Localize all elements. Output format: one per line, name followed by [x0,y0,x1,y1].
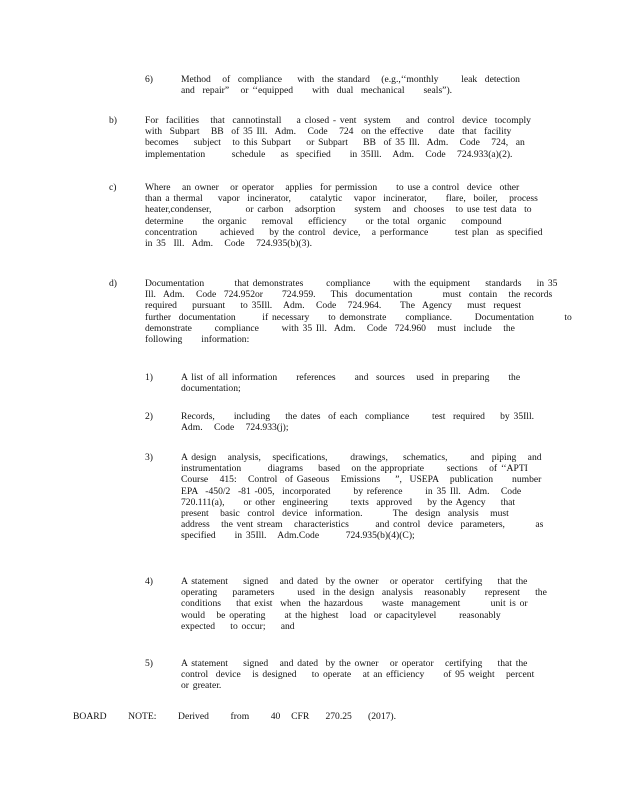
item-text [181,372,520,394]
text-line: demonstrate compliance with 35 Ill. Adm. Code 724.960 must include the [145,322,515,334]
text-line: Method of compliance with the standard (e.g.,‘‘monthly leak detection [181,74,520,85]
text-line: A list of all information references and sources used in preparing the [181,372,521,383]
text-line: Where an owner or operator applies for permission to use a control device other [145,182,520,193]
text-line: heater,condenser, or carbon adsorption system and chooses to use test data to [145,204,532,216]
text-line: Records, including the dates of each compliance test required by 35Ill. [181,411,535,422]
text-line: A statement signed and dated by the owner or operator certifying that the [181,576,528,587]
text-line: For facilities that cannotinstall a closed - vent system and control device tocomply [145,115,531,126]
text-line: control device is designed to operate at an efficiency of 95 weight percent [181,669,535,681]
text-line: conditions that exist when the hazardous waste management unit is or [181,598,528,610]
item-text [181,411,534,433]
text-line: or greater. [181,680,222,692]
text-line: 720.111(a), or other engineering texts approved by the Agency that [181,496,516,508]
item-label: 5) [145,658,153,669]
text-line: expected to occur; and [181,620,295,632]
text-line: specified in 35Ill. Adm.Code 724.935(b)(4)(C); [181,530,415,542]
text-line: instrumentation diagrams based on the appropriate sections of ‘‘APTI [181,463,528,475]
text-line: Documentation that demonstrates compliance with the equipment standards in 35 [145,278,558,289]
text-line: following information: [145,333,250,345]
text-line: address the vent stream characteristics and control device parameters, as [181,519,544,531]
item-text [181,658,534,692]
item-text [181,576,547,632]
item-label: d) [109,278,117,289]
text-line: A design analysis, specifications, drawings, schematics, and piping and [181,452,542,463]
text-line: determine the organic removal efficiency or the total organic compound [145,215,502,227]
text-line: Adm. Code 724.933(j); [181,422,289,434]
item-text [181,452,543,542]
text-line: A statement signed and dated by the owner or operator certifying that the [181,658,528,669]
text-line: becomes subject to this Subpart or Subpart BB of 35 Ill. Adm. Code 724, an [145,137,525,149]
board-note: BOARD NOTE: Derived from 40 CFR 270.25 (2017). [73,711,397,722]
text-line: and repair” or ‘‘equipped with dual mechanical seals”). [181,85,453,97]
text-line: Course 415: Control of Gaseous Emissions ”, USEPA publication number [181,474,542,486]
text-line: implementation schedule as specified in 35Ill. Adm. Code 724.933(a)(2). [145,148,513,160]
item-text [145,278,572,345]
item-label: 2) [145,411,153,422]
text-line: than a thermal vapor incinerator, catalytic vapor incinerator, flare, boiler, process [145,193,538,205]
item-label: 3) [145,452,153,463]
item-text [145,115,531,160]
text-line: concentration achieved by the control device, a performance test plan as specified [145,226,543,238]
item-label: 4) [145,576,153,587]
text-line: EPA -450/2 -81 -005, incorporated by reference in 35 Ill. Adm. Code [181,485,522,497]
item-label: 6) [145,74,153,85]
text-line: in 35 Ill. Adm. Code 724.935(b)(3). [145,237,313,249]
text-line: would be operating at the highest load or capacitylevel reasonably [181,609,501,621]
text-line: Ill. Adm. Code 724.952or 724.959. This documentation must contain the records [145,289,553,301]
item-text [145,182,543,249]
text-line: required pursuant to 35Ill. Adm. Code 724.964. The Agency must request [145,300,522,312]
text-line: documentation; [181,383,241,395]
item-label: c) [109,182,117,193]
item-label: b) [109,115,117,126]
text-line: with Subpart BB of 35 Ill. Adm. Code 724 on the effective date that facility [145,126,512,138]
text-line: operating parameters used in the design analysis reasonably represent the [181,587,547,599]
item-text [181,74,520,96]
text-line: present basic control device information. The design analysis must [181,507,509,519]
text-line: further documentation if necessary to demonstrate compliance. Documentation to [145,311,572,323]
item-label: 1) [145,372,153,383]
